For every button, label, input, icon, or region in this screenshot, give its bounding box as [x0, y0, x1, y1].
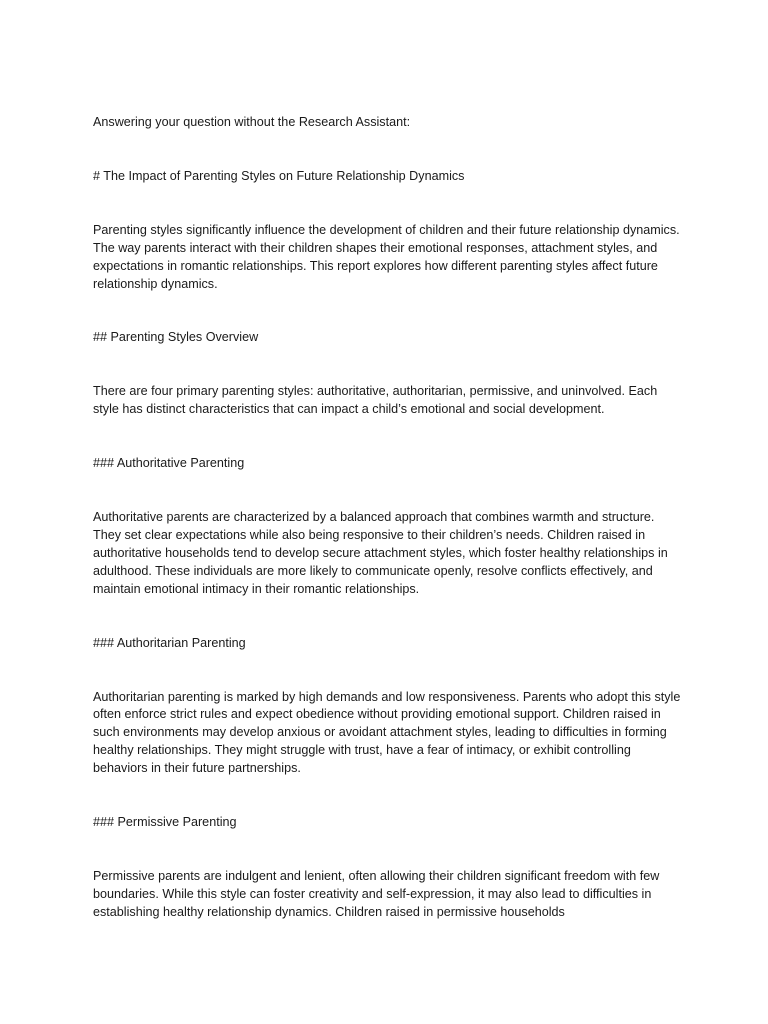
- heading-permissive: ### Permissive Parenting: [93, 815, 237, 830]
- heading-authoritative: ### Authoritative Parenting: [93, 456, 245, 471]
- intro-line: Answering your question without the Research Assistant:: [93, 115, 411, 129]
- document-title: # The Impact of Parenting Styles on Future Relationship Dynamics: [93, 168, 465, 183]
- heading-overview: ## Parenting Styles Overview: [93, 330, 259, 345]
- document-body: [93, 114, 683, 922]
- paragraph-intro: Parenting styles significantly influence the development of children and their future relationship dynamics. The way parents interact with their children shapes their emotional responses, attachment styles, and expectations in romantic relationships. This report explores how different parenting styles affect future relationship dynamics.: [93, 222, 680, 291]
- paragraph-authoritative: Authoritative parents are characterized by a balanced approach that combines warmth and structure. They set clear expectations while also being responsive to their children’s needs. Children raised in authoritative households tend to develop secure attachment styles, which foster healthy relationships in adulthood. These individuals are more likely to communicate openly, resolve conflicts effectively, and maintain emotional intimacy in their romantic relationships.: [93, 510, 668, 596]
- heading-authoritarian: ### Authoritarian Parenting: [93, 635, 246, 650]
- paragraph-permissive: Permissive parents are indulgent and lenient, often allowing their children significant freedom with few boundaries. While this style can foster creativity and self-expression, it may also lead to difficulties in establishing healthy relationship dynamics. Children raised in permissive households: [93, 868, 660, 919]
- paragraph-authoritarian: Authoritarian parenting is marked by high demands and low responsiveness. Parents who adopt this style often enforce strict rules and expect obedience without providing emotional support. Children raised in such environments may develop anxious or avoidant attachment styles, leading to difficulties in forming healthy relationships. They might struggle with trust, have a fear of intimacy, or exhibit controlling behaviors in their future partnerships.: [93, 689, 681, 776]
- paragraph-overview: There are four primary parenting styles: authoritative, authoritarian, permissive, and uninvolved. Each style has distinct characteristics that can impact a child’s emotional and social development.: [93, 384, 658, 417]
